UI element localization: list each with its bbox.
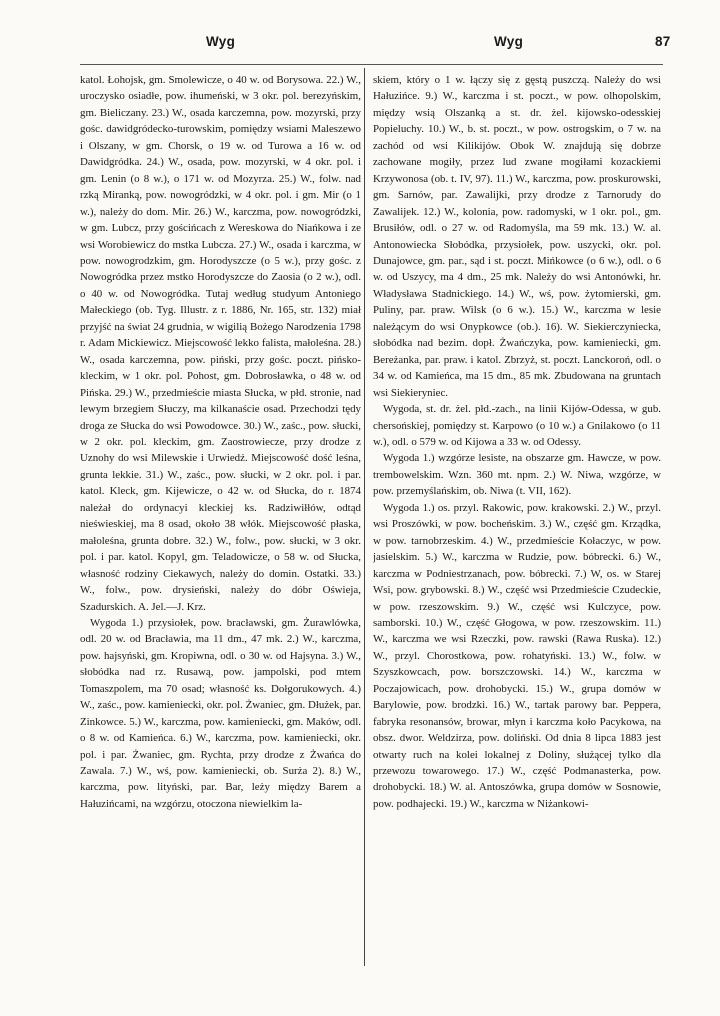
header-left-keyword: Wyg (206, 34, 236, 49)
entry-paragraph: Wygoda 1.) przysiołek, pow. bracławski, gm. Żurawlówka, odl. 20 w. od Bracławia, ma 11 dm., 47 mk. 2.) W., karczma, pow. hajsyński, gm. Kropiwna, odl. o 30 w. od Hajsyna. 3.) W., słobódka nad rz. Rusawą, pow. jampolski, pod mtem Tomaszpolem, ma 70 osad; własność ks. Dołgorukowych. 4.) W., zaśc., pow. kamieniecki, okr. pol. Żwaniec, gm. Dłużek, par. Zinkowce. 5.) W., karczma, pow. kamieniecki, gm. Maków, odl. o 8 w. od Kamieńca. 6.) W., karczma, pow. kamieniecki, okr. pol. i par. Żwaniec, gm. Rychta, przy drodze z Żwańca do Zawala. 7.) W., wś, pow. kamieniecki, ob. Surża 2). 8.) W., karczma, pow. lityński, par. Bar, leży między Barem a Hałuzińcami, na wzgórzu, otoczona niewielkim la- (80, 616, 361, 810)
left-column (80, 72, 361, 968)
header-right-keyword: Wyg (494, 34, 524, 49)
entry-paragraph: skiem, który o 1 w. łączy się z gęstą puszczą. Należy do wsi Hałuzińce. 9.) W., karczma i st. poczt., w pow. olhopolskim, między wsią Olszanką a st. dr. żel. kijowsko-odesskiej Popieluchy. 10.) W., b. st. poczt., w pow. ostrogskim, o 7 w. na zachód od wsi Kilikijów. Obok W. znajdują się dobrze zachowane mogiły, przez lud zwane mogiłami kozackiemi Krzywonosa (ob. t. IV, 97). 11.) W., karczma, pow. proskurowski, gm. Sarnów, par. Zawalijki, przy drodze z Tarnorudy do Zawalijek. 12.) W., kolonia, pow. radomyski, w 1 okr. pol., gm. Brusiłów, odl. o 27 w. od Radomyśla, ma 59 mk. 13.) W. al. Antonowiecka Słobódka, przysiołek, pow. uszycki, okr. pol. Dunajowce, gm. par., sąd i st. poczt. Mińkowce (o 6 w.), odl. o 6 w. od Uszycy, ma 4 dm., 25 mk. Należy do wsi Antonówki, hr. Władysława Stadnickiego. 14.) W., wś, pow. żytomierski, gm. Puliny, par. praw. Wilsk (o 6 w.). 15.) W., karczma w lesie należącym do wsi Onypkowce (ob.). 16). W. Siekierczyniecka, słobódka nad bezim. dopł. Żwańczyka, pow. kamieniecki, gm. Bereżanka, par. praw. i katol. Zbrzyż, st. poczt. Lanckoroń, odl. o 34 w. od Kamieńca, ma 15 dm., 85 mk. Zbudowana na gruntach wsi Siekieryniec. (373, 74, 661, 399)
header-rule (80, 64, 663, 65)
right-column (373, 72, 661, 968)
page-number: 87 (655, 34, 671, 49)
entry-paragraph: Wygoda 1.) wzgórze lesiste, na obszarze gm. Hawcze, w pow. trembowelskim. Wzn. 360 mt. npm. 2.) W. Niwa, wzgórze, w pow. przemyślańskim, ob. Niwa (t. VII, 162). (373, 452, 661, 498)
entry-paragraph: Wygoda 1.) os. przyl. Rakowic, pow. krakowski. 2.) W., przyl. wsi Proszówki, w pow. bocheńskim. 3.) W., część gm. Krządka, w pow. tarnobrzeskim. 4.) W., przedmieście Kołaczyc, w pow. jasielskim. 5.) W., karczma w Rudzie, pow. bóbrecki. 6.) W., karczma w Podniestrzanach, pow. bóbrecki. 7.) W, os. w Starej Wsi, pow. grybowski. 8.) W., część wsi Przedmieście Czudeckie, w pow. rzeszowskim. 9.) W., część wsi Kulczyce, pow. samborski. 10.) W., część Głogowa, w pow. rzeszowskim. 11.) W., karczma we wsi Rzeczki, pow. rawski (Rawa Ruska). 12.) W., przyl. Chorostkowa, pow. rohatyński. 13.) W., folw. w Szyszkowcach, pow. borszczowski. 14.) W., karczma w Poczajowicach, pow. drohobycki. 15.) W., grupa domów w Barylowie, pow. brodzki. 16.) W., tartak parowy bar. Peppera, fabryka resonansów, browar, młyn i karczma koło Pacykowa, na obsz. dwor. Weldzirza, pow. doliński. Od dnia 8 lipca 1883 jest otwarty ruch na kolei lokalnej z Doliny, służącej tylko dla przewozu towarowego. 17.) W., część Podmanasterka, pow. drohobycki. 18.) W. al. Antoszówka, grupa domów w Sosnowie, pow. podhajecki. 19.) W., karczma w Niżankowi- (373, 501, 661, 810)
column-divider (364, 68, 365, 966)
entry-paragraph: Wygoda, st. dr. żel. płd.-zach., na linii Kijów-Odessa, w gub. chersońskiej, pomiędzy st. Karpowo (o 10 w.) a Gnilakowo (o 11 w.), odl. o 579 w. od Kijowa a 33 w. od Odessy. (373, 403, 661, 448)
entry-paragraph: katol. Łohojsk, gm. Smolewicze, o 40 w. od Borysowa. 22.) W., uroczysko osiadłe, pow. ihumeński, w 3 okr. pol. berezyńskim, gm. Bieliczany. 23.) W., osada karczemna, pow. mozyrski, przy gośc. dawidgródecko-turowskim, pomiędzy wsiami Maleszewo i Olszany, w gm. Chorsk, o 19 w. od Turowa a 16 w. od Dawidgródka. 24.) W., osada, pow. mozyrski, w 4 okr. pol. i gm. Lenin (o 8 w.), o 171 w. od Mozyrza. 25.) W., folw. nad rzką Miranką, pow. nowogródzki, w 4 okr. pol. i gm. Mir (o 1 w.), należy do dom. Mir. 26.) W., karczma, pow. nowogródzki, w gm. Lubcz, przy gościńcach z Wereskowa do Niańkowa i ze wsi Worobiewicz do mstka Lubcza. 27.) W., osada i karczma, w pow. nowogrodzkim, gm. Horodyszcze (o 5 w.), przy gośc. z Nowogródka przez mstko Horodyszcze do Zaosia (o 2 w.), odl. o 40 w. od Nowogródka. Tutaj według studyum Antoniego Małeckiego (ob. Tyg. Illustr. z r. 1886, Nr. 165, str. 132) miał przyjść na świat 24 grudnia, w wigilią Bożego Narodzenia 1798 r. Adam Mickiewicz. Miejscowość lekko falista, małoleśna. 28.) W., osada karczemna, pow. piński, przy gośc. poczt. pińsko-kleckim, w 1 okr. pol. Pohost, gm. Dobrosławka, o 48 w. od Pińska. 29.) W., przedmieście miasta Słucka, w płd. stronie, nad lewym brzegiem Słuczy, ma kilkanaście osad. Przechodzi tędy droga ze Słucka do wsi Powodowce. 30.) W., zaśc., pow. słucki, w 2 okr. pol. kleckim, gm. Zaostrowiecze, przy drodze z Uznohy do wsi Milewskie i Urwiedź. Miejscowość dość leśna, grunta lekkie. 31.) W., zaśc., pow. słucki, w 2 okr. pol. i par. katol. Kleck, gm. Kijewicze, o 42 w. od Słucka, do r. 1874 należał do ordynacyi kleckiej ks. Radziwiłłów, odtąd nieświeskiej, ma 8 osad, około 38 włók. Miejscowość płaska, małoleśna, grunta dobre. 32.) W., folw., pow. słucki, w 3 okr. pol. i par. katol. Kopyl, gm. Teladowicze, o 58 w. od Słucka, własność rodziny Ciekawych, należy do domin. Ostatki. 33.) W., folw., pow. drysieński, należy do dóbr Oświeja, Szadurskich. A. Jel.—J. Krz. (80, 74, 361, 613)
